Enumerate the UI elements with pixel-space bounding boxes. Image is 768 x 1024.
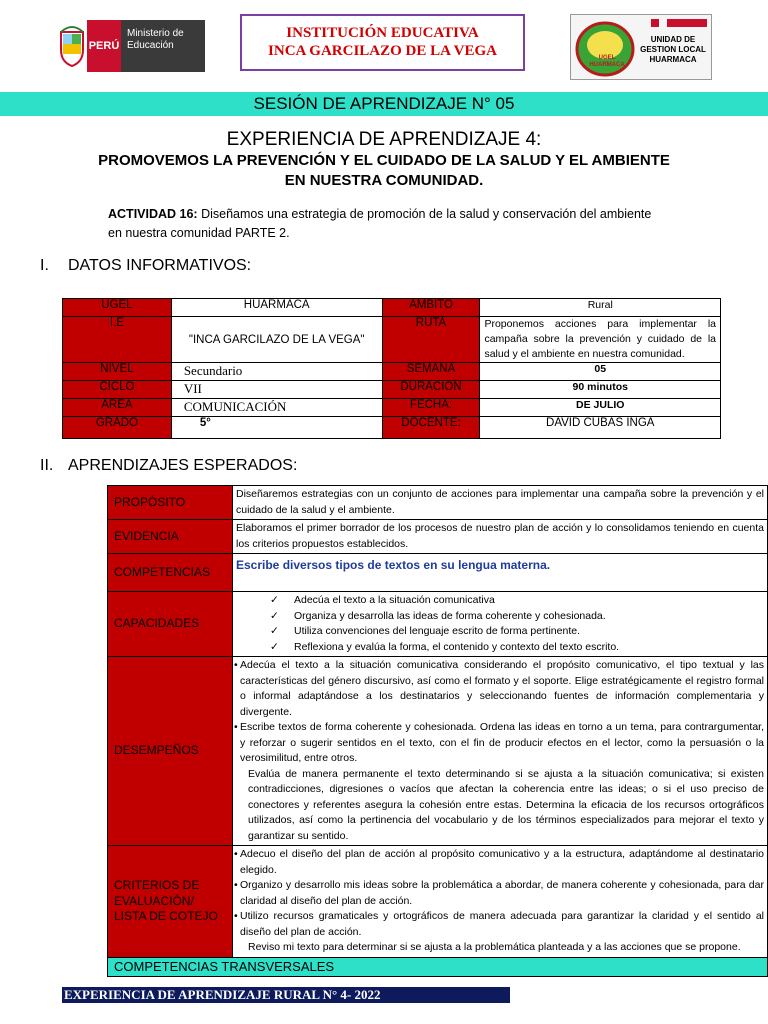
fecha-value: DE JULIO — [480, 399, 721, 417]
ugel-logo-text: UNIDAD DE GESTION LOCAL HUARMACA — [640, 35, 706, 64]
competencias-value: Escribe diversos tipos de textos en su lengua materna. — [233, 554, 768, 592]
grado-value: 5° — [171, 417, 382, 439]
section-heading-datos — [40, 257, 251, 275]
experience-subtitle-line2: EN NUESTRA COMUNIDAD. — [284, 172, 484, 189]
table-row — [63, 417, 721, 439]
aprendizajes-table — [107, 485, 768, 977]
semana-value: 05 — [480, 363, 721, 381]
ie-label: I.E — [63, 317, 172, 363]
desempenos-value — [233, 657, 768, 846]
table-row — [108, 592, 768, 657]
institution-line1: INSTITUCIÓN EDUCATIVA — [286, 25, 479, 41]
table-row — [108, 846, 768, 958]
list-item: ✓ Adecúa el texto a la situación comunicativa — [286, 593, 764, 609]
datos-informativos-table — [62, 298, 721, 439]
institution-line2: INCA GARCILAZO DE LA VEGA — [268, 43, 497, 59]
ambito-value: Rural — [480, 299, 721, 317]
table-row — [63, 317, 721, 363]
docente-label: DOCENTE: — [382, 417, 480, 439]
list-item: • Escribe textos de forma coherente y cohesionada. Ordena las ideas en torno a un tema, para contrargumentar, y reforzar o sugerir sentidos en el texto, con el fin de producir efectos en el lector, como la persuasión o la verosimilitud, entre otros. — [236, 720, 764, 767]
evidencia-label: EVIDENCIA — [108, 520, 233, 554]
capacidades-label: CAPACIDADES — [108, 592, 233, 657]
criterios-label: CRITERIOS DE EVALUACIÓN/ LISTA DE COTEJO — [108, 846, 233, 958]
peru-label: PERÚ — [87, 20, 121, 72]
duracion-label: DURACION — [382, 381, 480, 399]
experience-title: EXPERIENCIA DE APRENDIZAJE 4: — [226, 129, 542, 150]
docente-value: DAVID CUBAS INGA — [480, 417, 721, 439]
criterios-value — [233, 846, 768, 958]
competencias-label: COMPETENCIAS — [108, 554, 233, 592]
fecha-label: FECHA: — [382, 399, 480, 417]
duracion-value: 90 minutos — [480, 381, 721, 399]
ugel-logo — [570, 14, 712, 80]
list-item: ✓ Organiza y desarrolla las ideas de forma coherente y cohesionada. — [286, 609, 764, 625]
ugel-label: UGEL — [63, 299, 172, 317]
capacidades-value — [233, 592, 768, 657]
ministerio-label: Ministerio de Educación — [121, 20, 205, 72]
table-row — [108, 958, 768, 977]
evidencia-value: Elaboramos el primer borrador de los procesos de nuestro plan de acción y lo consolidamos teniendo en cuenta los criterios propuestos establecidos. — [233, 520, 768, 554]
section-number: II. — [40, 457, 54, 474]
competencias-transversales: COMPETENCIAS TRANSVERSALES — [108, 958, 768, 977]
activity-label: ACTIVIDAD 16: — [108, 207, 198, 221]
table-row — [108, 657, 768, 846]
proposito-value: Diseñaremos estrategias con un conjunto de acciones para implementar una campaña sobre la prevención y el cuidado de la salud y el ambiente. — [233, 486, 768, 520]
institution-title-box — [240, 14, 525, 71]
section-title: APRENDIZAJES ESPERADOS: — [68, 457, 298, 474]
peru-shield-icon — [57, 20, 87, 72]
experience-subtitle — [0, 151, 768, 191]
list-item: • Adecúa el texto a la situación comunicativa considerando el propósito comunicativo, el tipo textual y las características del género discursivo, así como el formato y el soporte. Elige estratégicamente el registro formal o informal adaptándose a los destinatarios y seleccionando fuentes de información complementaria y divergente. — [236, 658, 764, 720]
list-item: • Organizo y desarrollo mis ideas sobre la problemática a abordar, de manera coherente y cohesionada, para dar claridad al diseño del plan de acción. — [236, 878, 764, 909]
area-value: COMUNICACIÓN — [171, 399, 382, 417]
area-label: AREA — [63, 399, 172, 417]
table-row — [63, 399, 721, 417]
grado-label: GRADO — [63, 417, 172, 439]
table-row — [108, 520, 768, 554]
nivel-label: NIVEL — [63, 363, 172, 381]
activity-description — [108, 205, 668, 243]
section-number: I. — [40, 257, 49, 274]
table-row — [63, 381, 721, 399]
list-item: Evalúa de manera permanente el texto determinando si se ajusta a la situación comunicativa; si existen contradicciones, digresiones o vacíos que afectan la coherencia entre las ideas; o si el uso preciso de conectores y referentes asegura la cohesión entre estas. Determina la eficacia de los recursos ortográficos utilizados, así como la pertinencia del vocabulario y de los términos especializados para mejorar el texto y garantizar su sentido. — [248, 767, 764, 842]
session-banner: SESIÓN DE APRENDIZAJE N° 05 — [0, 92, 768, 116]
proposito-label: PROPÓSITO — [108, 486, 233, 520]
section-heading-aprendizajes — [40, 457, 297, 475]
footer-bar: EXPERIENCIA DE APRENDIZAJE RURAL N° 4- 2022 — [62, 987, 510, 1003]
ciclo-value: VII — [171, 381, 382, 399]
minedu-logo — [57, 20, 205, 72]
list-item: ✓ Reflexiona y evalúa la forma, el contenido y contexto del texto escrito. — [286, 640, 764, 656]
table-row — [108, 486, 768, 520]
list-item: ✓ Utiliza convenciones del lenguaje escrito de forma pertinente. — [286, 624, 764, 640]
ugel-badge: UGEL HUARMACA — [589, 55, 625, 68]
nivel-value: Secundario — [171, 363, 382, 381]
ie-value: "INCA GARCILAZO DE LA VEGA" — [171, 317, 382, 363]
table-row — [63, 363, 721, 381]
ruta-label: RUTA — [382, 317, 480, 363]
list-item: • Utilizo recursos gramaticales y ortográficos de manera adecuada para garantizar la claridad y el sentido al diseño del plan de acción. — [236, 909, 764, 940]
table-row — [108, 554, 768, 592]
list-item: Reviso mi texto para determinar si se ajusta a la problemática planteada y a las acciones que se propone. — [248, 941, 741, 953]
ruta-value: Proponemos acciones para implementar la campaña sobre la prevención y cuidado de la salud y el ambiente en nuestra comunidad. — [480, 317, 721, 363]
semana-label: SEMANA — [382, 363, 480, 381]
list-item: • Adecuo el diseño del plan de acción al propósito comunicativo y a la estructura, adaptándome al destinatario elegido. — [236, 847, 764, 878]
ugel-value: HUARMACA — [171, 299, 382, 317]
desempenos-label: DESEMPEÑOS — [108, 657, 233, 846]
ciclo-label: CICLO — [63, 381, 172, 399]
ambito-label: AMBITO — [382, 299, 480, 317]
table-row — [63, 299, 721, 317]
section-title: DATOS INFORMATIVOS: — [68, 257, 252, 274]
experience-subtitle-line1: PROMOVEMOS LA PREVENCIÓN Y EL CUIDADO DE LA SALUD Y EL AMBIENTE — [98, 152, 670, 169]
activity-text: Diseñamos una estrategia de promoción de la salud y conservación del ambiente en nuestra comunidad PARTE 2. — [108, 207, 652, 240]
